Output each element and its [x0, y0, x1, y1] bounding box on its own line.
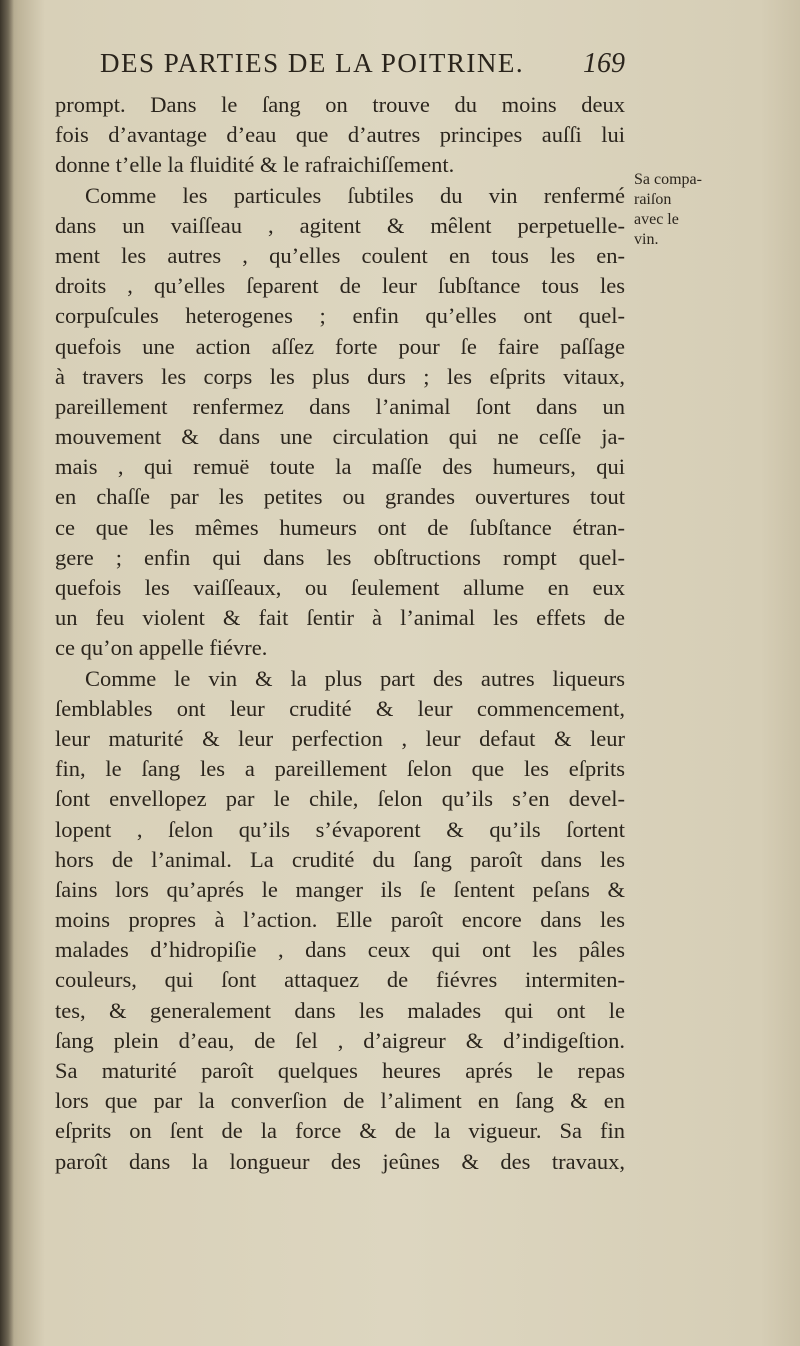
margin-note-line: vin. [634, 231, 659, 248]
page-number: 169 [583, 48, 625, 79]
text-line: lors que par la converſion de l’aliment en ſang & en [55, 1088, 625, 1114]
text-line: mais , qui remuë toute la maſſe des humeurs, qui [55, 454, 625, 480]
text-line: ſemblables ont leur crudité & leur commencement, [55, 695, 625, 721]
text-line: Comme le vin & la plus part des autres liqueurs [85, 665, 625, 691]
body-text [55, 90, 625, 1177]
text-line: quefois une action aſſez forte pour ſe faire paſſage [55, 333, 625, 359]
running-header [100, 48, 625, 90]
text-line: prompt. Dans le ſang on trouve du moins deux [55, 92, 625, 117]
margin-note-line: Sa compa- [634, 171, 702, 188]
text-line: leur maturité & leur perfection , leur defaut & leur [55, 725, 625, 751]
text-line: ſang plein d’eau, de ſel , d’aigreur & d’indigeſtion. [55, 1027, 625, 1053]
margin-note-line: avec le [634, 211, 679, 228]
text-line: couleurs, qui ſont attaquez de fiévres intermiten- [55, 967, 625, 993]
text-line: dans un vaiſſeau , agitent & mêlent perpetuelle- [55, 212, 625, 238]
book-spine-shadow [0, 0, 14, 1346]
header-title: DES PARTIES DE LA POITRINE. [100, 48, 525, 78]
text-line: hors de l’animal. La crudité du ſang paroît dans les [55, 846, 625, 872]
text-line: ſains lors qu’aprés le manger ils ſe ſentent peſans & [55, 876, 625, 902]
text-line: ce que les mêmes humeurs ont de ſubſtance étran- [55, 514, 625, 540]
text-line: corpuſcules heterogenes ; enfin qu’elles ont quel- [55, 303, 625, 329]
text-line: fois d’avantage d’eau que d’autres principes auſſi lui [55, 122, 625, 148]
margin-note [634, 170, 744, 250]
text-line: Comme les particules ſubtiles du vin renfermé [85, 182, 625, 208]
text-line: moins propres à l’action. Elle paroît encore dans les [55, 907, 625, 933]
text-line: tes, & generalement dans les malades qui ont le [55, 997, 625, 1023]
text-line: en chaſſe par les petites ou grandes ouvertures tout [55, 484, 625, 510]
text-line: ſont envellopez par le chile, ſelon qu’ils s’en devel- [55, 786, 625, 812]
text-line: quefois les vaiſſeaux, ou ſeulement allume en eux [55, 575, 625, 600]
text-line: gere ; enfin qui dans les obſtructions rompt quel- [55, 544, 625, 570]
margin-note-line: raiſon [634, 191, 672, 208]
text-line: donne t’elle la fluidité & le rafraichiſſement. [55, 152, 455, 178]
text-line: eſprits on ſent de la force & de la vigueur. Sa fin [55, 1118, 625, 1144]
text-line: fin, le ſang les a pareillement ſelon que les eſprits [55, 756, 625, 782]
text-line: paroît dans la longueur des jeûnes & des travaux, [55, 1148, 625, 1174]
text-line: mouvement & dans une circulation qui ne ceſſe ja- [55, 424, 625, 450]
text-line: ment les autres , qu’elles coulent en tous les en- [55, 242, 625, 268]
text-line: malades d’hidropiſie , dans ceux qui ont les pâles [55, 937, 625, 963]
text-line: lopent , ſelon qu’ils s’évaporent & qu’ils ſortent [55, 816, 625, 842]
text-line: pareillement renfermez dans l’animal ſont dans un [55, 393, 625, 419]
text-line: droits , qu’elles ſeparent de leur ſubſtance tous les [55, 273, 625, 299]
text-line: ce qu’on appelle fiévre. [55, 635, 268, 661]
text-line: à travers les corps les plus durs ; les eſprits vitaux, [55, 363, 625, 389]
text-line: Sa maturité paroît quelques heures aprés le repas [55, 1058, 625, 1083]
text-line: un feu violent & fait ſentir à l’animal les effets de [55, 605, 625, 631]
